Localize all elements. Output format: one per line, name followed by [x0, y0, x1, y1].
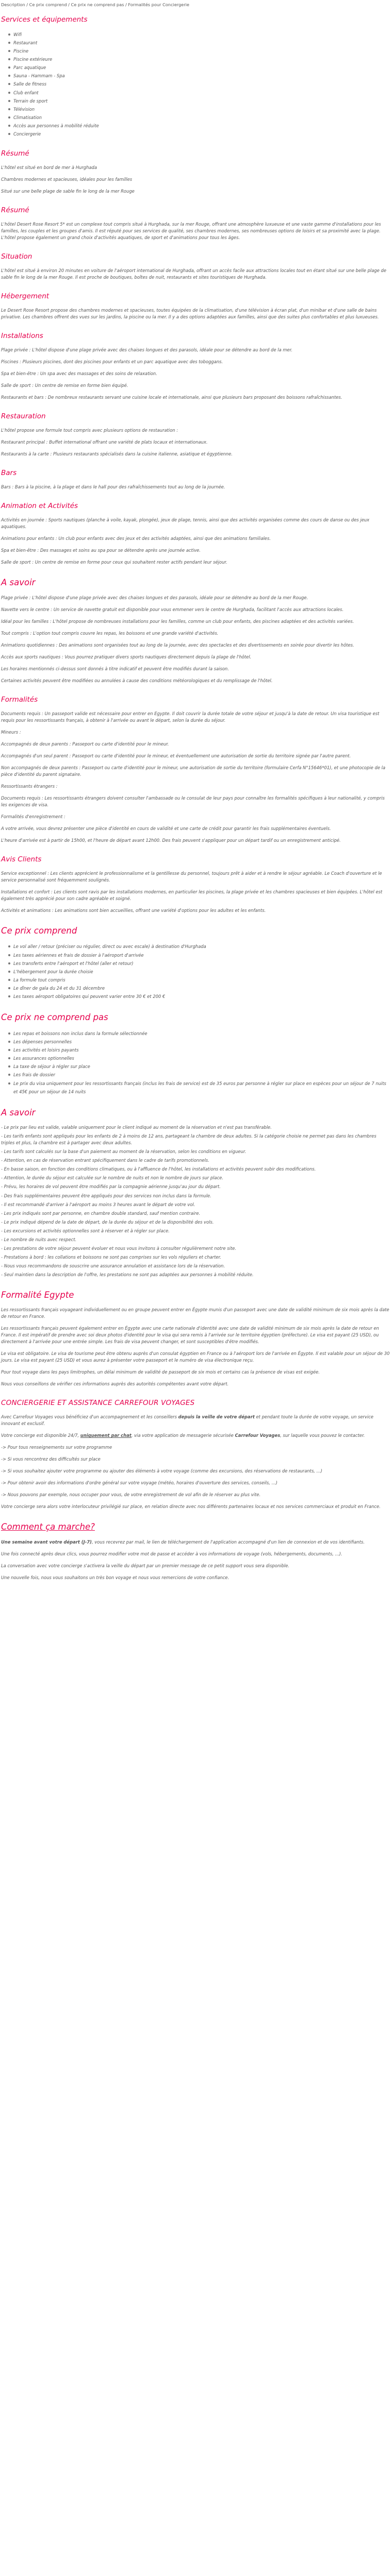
- section-title-summary: Résumé: [1, 149, 29, 158]
- list-item: La formule tout compris: [8, 976, 390, 984]
- paragraph: Formalités d'enregistrement :: [1, 814, 66, 819]
- paragraph: Installations et confort : Les clients sont ravis par les installations modernes, en particulier les piscines, la plage privée et les chambres spacieuses et bien équipées. L'hôtel est également très apprécié pour son cadre agréable et soigné.: [1, 889, 383, 901]
- paragraph: [1, 630, 390, 637]
- paragraph: [1, 618, 390, 625]
- paragraph-text: , sur laquelle vous pouvez le contacter.: [280, 1433, 365, 1438]
- list-item: Terrain de sport: [8, 97, 390, 105]
- section-title-activities: Animation et Activités: [1, 502, 78, 510]
- paragraph: [1, 595, 390, 601]
- paragraph-text: De nombreux restaurants servant une cuisine locale et internationale, ainsi que plusieurs bars proposant des boissons rafraîchissantes.: [46, 395, 343, 400]
- paragraph: Accompagnés de deux parents : Passeport ou carte d'identité pour le mineur.: [1, 741, 169, 747]
- includes-list: [1, 942, 390, 1001]
- list-item: Restaurant: [8, 39, 390, 47]
- paragraph-text: Bars à la piscine, à la plage et dans le hall pour des rafraîchissements tout au long de la journée.: [13, 484, 225, 489]
- list-item: - Les excursions et activités optionnelles sont à réserver et à régler sur place.: [1, 1228, 170, 1233]
- list-item: - Prestations à bord : les collations et boissons ne sont pas comprises sur les vols réguliers et charter.: [1, 1254, 221, 1260]
- section-title-dining: Restauration: [1, 412, 46, 421]
- excludes-list: [1, 1029, 390, 1096]
- list-item: - Attention, le durée du séjour est calculée sur le nombre de nuits et non le nombre de jours sur place.: [1, 1175, 223, 1181]
- list-item: Les taxes aéroport obligatoires qui peuvent varier entre 30 € et 200 €: [8, 992, 390, 1001]
- list-item: Club enfant: [8, 89, 390, 97]
- list-item: - Des frais supplémentaires peuvent être appliqués pour des services non inclus dans la formule.: [1, 1193, 211, 1198]
- paragraph: [1, 370, 390, 377]
- list-item: - Les tarifs enfants sont appliqués pour les enfants de 2 à moins de 12 ans, partageant la chambre de deux adultes. Si la catégorie choisie ne permet pas dans les chambres triples et plus, la chambre est à partager avec deux adultes.: [1, 1133, 377, 1146]
- paragraph: [1, 642, 390, 649]
- list-item: - En basse saison, en fonction des conditions climatiques, ou à l'affluence de l'hôtel, les installations et activités peuvent subir des modifications.: [1, 1166, 316, 1172]
- list-item: - Les tarifs sont calculés sur la base d'un paiement au moment de la réservation, selon les conditions en vigueur.: [1, 1149, 247, 1155]
- paragraph: Le visa est obligatoire. Le visa de tourisme peut être obtenu auprès d'un consulat égyptien en France ou à l'aéroport lors de l'arrivée en Égypte. Il est valable pour un séjour de 30 jours. Le visa est payant (25 USD) et vous aurez à présenter votre passeport et le numéro de visa électronique reçu.: [1, 1351, 390, 1363]
- list-item: Les frais de dossier: [8, 1071, 390, 1079]
- paragraph: [1, 654, 390, 660]
- paragraph-label: Salle de sport :: [1, 559, 34, 565]
- paragraph: [1, 382, 390, 389]
- list-item: Les repas et boissons non inclus dans la formule sélectionnée: [8, 1029, 390, 1038]
- list-item: - Nous vous recommandons de souscrire une assurance annulation et assistance lors de la réservation.: [1, 1263, 225, 1268]
- list-item: Les assurances optionnelles: [8, 1054, 390, 1062]
- list-item: Climatisation: [8, 113, 390, 122]
- paragraph: La conversation avec votre concierge s'activera la veille du départ par un premier message de ce petit support vous sera disponible.: [1, 1563, 289, 1569]
- paragraph-text: L'hôtel dispose d'une plage privée avec des chaises longues et des parasols, idéale pour se détendre au bord de la mer Rouge.: [30, 595, 308, 600]
- list-item: - Il est recommandé d'arriver à l'aéroport au moins 3 heures avant le départ de votre vol.: [1, 1201, 196, 1207]
- paragraph: Votre concierge sera alors votre interlocuteur privilégié sur place, en relation directe avec nos différents partenaires locaux et nos services commerciaux et produit en France.: [1, 1504, 381, 1510]
- paragraph: [1, 559, 390, 566]
- paragraph: L'hôtel est situé en bord de mer à Hurghada: [1, 165, 97, 171]
- paragraph-label: Piscines :: [1, 359, 21, 365]
- paragraph-text: L'option tout compris couvre les repas, les boissons et une grande variété d'activités.: [31, 630, 219, 636]
- section-title-includes: Ce prix comprend: [1, 925, 77, 936]
- paragraph: Certaines activités peuvent être modifiées ou annulées à cause des conditions météorologiques et du remplissage de l'hôtel.: [1, 677, 273, 683]
- paragraph-text: , via votre application de messagerie sécurisée: [131, 1433, 235, 1438]
- paragraph: Ressortissants étrangers :: [1, 783, 58, 789]
- list-item: -> Pour tous renseignements sur votre programme: [1, 1445, 112, 1450]
- paragraph: Le Desert Rose Resort propose des chambres modernes et spacieuses, toutes équipées de la climatisation, d'une télévision à écran plat, d'un minibar et d'une salle de bains privative. Les chambres offrent des vues sur les jardins, la piscine ou la mer. Il y a des options adaptées aux familles, ainsi que des suites plus confortables et plus luxueuses.: [1, 308, 379, 320]
- paragraph: [1, 451, 390, 457]
- paragraph-label: Spa et bien-être :: [1, 547, 39, 553]
- paragraph-label: Accès aux sports nautiques :: [1, 654, 63, 659]
- paragraph: [1, 359, 390, 365]
- section-title-excludes: Ce prix ne comprend pas: [1, 1012, 108, 1023]
- list-item: Wifi: [8, 30, 390, 39]
- section-title-concierge: CONCIERGERIE ET ASSISTANCE CARREFOUR VOYAGES: [1, 1399, 195, 1408]
- breadcrumb-separator: /: [25, 2, 29, 7]
- section-title-facilities: Installations: [1, 332, 43, 341]
- paragraph: [1, 439, 390, 446]
- list-item: La taxe de séjour à régler sur place: [8, 1062, 390, 1071]
- paragraph-emphasis: Carrefour Voyages: [235, 1433, 281, 1438]
- paragraph-label: Bars :: [1, 484, 14, 489]
- paragraph: [1, 547, 390, 554]
- paragraph-text: L'hôtel propose de nombreuses installations pour les familles, comme un club pour enfants, des piscines adaptées et des activités variées.: [51, 618, 354, 624]
- section-title-bars: Bars: [1, 469, 17, 478]
- paragraph-emphasis: Une semaine avant votre départ (J-7): [1, 1539, 92, 1545]
- paragraph-text: Des animations sont organisées tout au long de la journée, avec des spectacles et des divertissements en soirée pour divertir les hôtes.: [57, 642, 354, 648]
- paragraph: Documents requis : Les ressortissants étrangers doivent consulter l'ambassade ou le consulat de leur pays pour connaître les formalités spécifiques à leur nationalité, y compris les exigences de visa.: [1, 795, 385, 807]
- paragraph-text: , vous recevrez par mail, le lien de téléchargement de l'application accompagné d'un lien de connexion et de vos identifiants.: [91, 1539, 365, 1545]
- list-item: -> Pour obtenir avoir des informations d'ordre général sur votre voyage (météo, horaires d'ouverture des services, conseils, ...): [1, 1480, 278, 1486]
- list-item: Le dîner de gala du 24 et du 31 décembre: [8, 984, 390, 992]
- concierge-list: [1, 1444, 390, 1498]
- section-title-services: Services et équipements: [1, 15, 88, 24]
- paragraph: Une nouvelle fois, nous vous souhaitons un très bon voyage et nous vous remercions de votre confiance.: [1, 1575, 230, 1581]
- list-item: - Seul maintien dans la description de l'offre, les prestations ne sont pas adaptées aux personnes à mobilité réduite.: [1, 1272, 254, 1277]
- paragraph: Pour tout voyage dans les pays limitrophes, un délai minimum de validité de passeport de six mois et certains cas la présence de visas est exigée.: [1, 1369, 320, 1375]
- list-item: - Attention, en cas de réservation entrant spécifiquement dans le cadre de tarifs promotionnels.: [1, 1158, 209, 1163]
- paragraph-label: Animations quotidiennes :: [1, 642, 58, 648]
- paragraph: Les ressortissants français voyageant individuellement ou en groupe peuvent entrer en Égypte munis d'un passeport avec une date de validité minimum de six mois après la date de retour en France.: [1, 1307, 389, 1319]
- paragraph: [1, 606, 390, 613]
- paragraph-label: Restaurant principal :: [1, 439, 48, 445]
- services-list: [1, 30, 390, 139]
- paragraph-text: Un club pour enfants avec des jeux et des activités adaptées, ainsi que des animations familiales.: [57, 535, 271, 541]
- list-item: Accès aux personnes à mobilité réduite: [8, 122, 390, 130]
- paragraph: [1, 484, 390, 490]
- section-title-good-to-know: A savoir: [1, 578, 36, 587]
- paragraph-label: Restaurants à la carte :: [1, 451, 52, 457]
- nav-link-excludes[interactable]: Ce prix ne comprend pas: [71, 2, 124, 7]
- paragraph: [1, 517, 390, 530]
- breadcrumb-separator: /: [124, 2, 128, 7]
- paragraph-emphasis: uniquement par chat: [80, 1433, 132, 1438]
- paragraph: Activités et animations : Les animations sont bien accueillies, offrant une variété d'options pour les adultes et les enfants.: [1, 907, 266, 913]
- list-item: -> Si vous rencontrez des difficultés sur place: [1, 1456, 101, 1462]
- paragraph-text: Un centre de remise en forme bien équipé.: [34, 383, 128, 388]
- section-title-accommodation: Hébergement: [1, 292, 50, 301]
- paragraph-text: Un spa avec des massages et des soins de relaxation.: [39, 371, 157, 377]
- paragraph: [1, 1432, 390, 1439]
- paragraph-label: Plage privée :: [1, 595, 31, 600]
- list-item: L'hébergement pour la durée choisie: [8, 968, 390, 976]
- list-item: - Le prix indiqué dépend de la date de départ, de la durée du séjour et de la disponibilité des vols.: [1, 1219, 214, 1225]
- paragraph: L'hôtel propose une formule tout compris avec plusieurs options de restauration :: [1, 428, 178, 433]
- paragraph-label: Navette vers le centre :: [1, 606, 53, 612]
- paragraph-label: Activités en journée :: [1, 517, 47, 522]
- paragraph-text: Des massages et soins au spa pour se détendre après une journée active.: [39, 547, 201, 553]
- section-title-formalities: Formalités: [1, 695, 38, 704]
- list-item: Conciergerie: [8, 130, 390, 138]
- paragraph: Non accompagnés de deux parents : Passeport ou carte d'identité pour le mineur, une autorisation de sortie du territoire (formulaire Cerfa N°15646*01), et une photocopie de la pièce d'identité du parent signataire.: [1, 765, 385, 777]
- paragraph-text: Plusieurs piscines, dont des piscines pour enfants et un parc aquatique avec des toboggans.: [21, 359, 223, 365]
- paragraph: Accompagnés d'un seul parent : Passeport ou carte d'identité pour le mineur, et éventuellement une autorisation de sortie du territoire signée par l'autre parent.: [1, 753, 351, 758]
- list-item: Les taxes aériennes et frais de dossier à l'aéroport d'arrivée: [8, 951, 390, 959]
- paragraph-text: Vous pourrez pratiquer divers sports nautiques directement depuis la plage de l'hôtel.: [63, 654, 252, 659]
- paragraph-emphasis: depuis la veille de votre départ: [178, 1414, 255, 1420]
- list-item: Le vol aller / retour (préciser ou régulier, direct ou avec escale) à destination d'Hurghada: [8, 942, 390, 951]
- paragraph: Une fois connecté après deux clics, vous pourrez modifier votre mot de passe et accéder à vos informations de voyage (vols, hébergements, documents, ...).: [1, 1551, 343, 1556]
- paragraph: Mineurs :: [1, 729, 21, 735]
- paragraph: [1, 347, 390, 353]
- section-title-location: Situation: [1, 252, 32, 261]
- breadcrumb-text: pour: [150, 2, 163, 7]
- list-item: - Le nombre de nuits avec respect.: [1, 1236, 77, 1242]
- list-item: Piscine extérieure: [8, 55, 390, 63]
- paragraph: A votre arrivée, vous devrez présenter une pièce d'identité en cours de validité et une carte de crédit pour garantir les frais supplémentaires éventuels.: [1, 825, 331, 831]
- paragraph: Service exceptionnel : Les clients apprécient le professionnalisme et la gentillesse du personnel, toujours prêt à aider et à rendre le séjour agréable. Le Coach d'ouverture et le service personnalisé sont fréquemment soulignés.: [1, 870, 382, 883]
- section-title-summary-detail: Résumé: [1, 206, 29, 215]
- paragraph: L'hôtel Desert Rose Resort 5* est un complexe tout compris situé à Hurghada, sur la mer Rouge, offrant une atmosphère luxueuse et une vaste gamme d'installations pour les familles, les couples et les groupes d'amis. Il est réputé pour ses services de qualité, ses chambres modernes, ses nombreuses options de loisirs et sa proximité avec la plage. L'hôtel propose également un grand choix d'activités aquatiques, de sport et d'animations pour tous les âges.: [1, 222, 381, 241]
- list-item: Le prix du visa uniquement pour les ressortissants français (inclus les frais de service) est de 35 euros par personne à régler sur place en espèces pour un séjour de 7 nuits et 45€ pour un séjour de 14 nuits: [8, 1079, 390, 1096]
- paragraph-label: Tout compris :: [1, 630, 32, 636]
- paragraph: [1, 394, 390, 401]
- list-item: Sauna - Hammam - Spa: [8, 72, 390, 80]
- list-item: Les dépenses personnelles: [8, 1038, 390, 1046]
- paragraph: Situé sur une belle plage de sable fin le long de la mer Rouge: [1, 189, 135, 194]
- list-item: Piscine: [8, 47, 390, 55]
- paragraph-label: Plage privée :: [1, 347, 31, 353]
- breadcrumb-separator: /: [67, 2, 71, 7]
- nav-link-concierge[interactable]: Conciergerie: [162, 2, 189, 7]
- paragraph-text: L'hôtel dispose d'une plage privée avec des chaises longues et des parasols, idéale pour se détendre au bord de la mer.: [30, 347, 292, 353]
- section-title-how-it-works: Comment ça marche?: [1, 1522, 95, 1532]
- paragraph: [1, 1539, 390, 1546]
- paragraph: L'hôtel est situé à environ 20 minutes en voiture de l'aéroport international de Hurghada, offrant un accès facile aux attractions locales tout en étant situé sur une belle plage de sable fin le long de la mer Rouge. Il est proche de boutiques, boîtes de nuit, restaurants et sites touristiques de Hurghada.: [1, 268, 386, 280]
- paragraph-text: Avec Carrefour Voyages vous bénéficiez d'un accompagnement et les conseillers: [1, 1414, 178, 1420]
- list-item: Salle de fitness: [8, 80, 390, 88]
- nav-link-includes[interactable]: Ce prix comprend: [29, 2, 67, 7]
- list-item: - Les prix indiqués sont par personne, en chambre double standard, sauf mention contraire.: [1, 1210, 201, 1216]
- paragraph-label: Restaurants et bars :: [1, 395, 47, 400]
- paragraph: Chambres modernes et spacieuses, idéales pour les familles: [1, 177, 133, 182]
- paragraph-label: Idéal pour les familles :: [1, 618, 52, 624]
- paragraph: [1, 1414, 390, 1427]
- list-item: -> Nous pouvons par exemple, nous occuper pour vous, de votre enregistrement de vol afin de le réserver au plus vite.: [1, 1492, 261, 1498]
- list-item: - Les prestations de votre séjour peuvent évoluer et nous vous invitons à consulter régulièrement notre site.: [1, 1245, 236, 1251]
- good-to-know-list: [1, 1124, 390, 1278]
- paragraph: L'heure d'arrivée est à partir de 15h00, et l'heure de départ avant 12h00. Des frais peuvent s'appliquer pour un départ tardif ou un enregistrement anticipé.: [1, 837, 341, 843]
- list-item: Télévision: [8, 105, 390, 113]
- section-title-reviews: Avis Clients: [1, 855, 42, 863]
- list-item: Parc aquatique: [8, 63, 390, 72]
- paragraph-label: Salle de sport :: [1, 383, 34, 388]
- paragraph: Nous vous conseillons de vérifier ces informations auprès des autorités compétentes avant votre départ.: [1, 1381, 229, 1387]
- list-item: -> Si vous souhaitez ajouter votre programme ou ajouter des éléments à votre voyage (comme des excursions, des réservations de restaurants, ...): [1, 1468, 322, 1474]
- paragraph: [1, 535, 390, 542]
- paragraph-text: Un centre de remise en forme pour ceux qui souhaitent rester actifs pendant leur séjour.: [34, 559, 227, 565]
- section-title-egypt-formalities: Formalité Egypte: [1, 1290, 74, 1300]
- list-item: - Le prix par lieu est valide, valable uniquement pour le client indiqué au moment de la réservation et n'est pas transférable.: [1, 1125, 272, 1130]
- paragraph: Les horaires mentionnés ci-dessus sont donnés à titre indicatif et peuvent être modifiés durant la saison.: [1, 666, 229, 671]
- paragraph-text: Un service de navette gratuit est disponible pour vous emmener vers le centre de Hurghada, facilitant l'accès aux attractions locales.: [52, 606, 344, 612]
- paragraph-text: Buffet international offrant une variété de plats locaux et internationaux.: [47, 439, 208, 445]
- paragraph: Les ressortissants français peuvent également entrer en Égypte avec une carte nationale d'identité avec une date de validité minimum de six mois après la date de retour en France. Il est impératif de prendre avec soi deux photos d'identité pour le visa qui sera remis à l'arrivée sur le territoire égyptien (préfecture). Le visa est payant (25 USD), ou directement à l'arrivée pour une entrée simple. Les frais de visa peuvent changer, et sont susceptibles d'être modifiés.: [1, 1326, 379, 1345]
- paragraph-text: Sports nautiques (planche à voile, kayak, plongée), jeux de plage, tennis, ainsi que des activités organisées comme des cours de danse ou des jeux aquatiques.: [1, 517, 369, 529]
- breadcrumb: [1, 2, 390, 8]
- paragraph-text: Plusieurs restaurants spécialisés dans la cuisine italienne, asiatique et égyptienne.: [52, 451, 233, 457]
- nav-link-description[interactable]: Description: [1, 2, 25, 7]
- section-title-good-to-know-2: A savoir: [1, 1107, 36, 1117]
- paragraph-label: Spa et bien-être :: [1, 371, 39, 377]
- paragraph: Documents requis : Un passeport valide est nécessaire pour entrer en Egypte. Il doit couvrir la durée totale de votre séjour et jusqu'à la date de retour. Un visa touristique est requis pour les ressortissants français, à obtenir à l'arrivée ou avant le départ, selon la durée du séjour.: [1, 710, 380, 723]
- nav-link-formalities[interactable]: Formalités: [128, 2, 151, 7]
- paragraph-text: et pendant toute la durée de votre voyage, un service innovant et exclusif.: [1, 1414, 373, 1427]
- paragraph-text: Votre concierge est disponible 24/7,: [1, 1433, 80, 1438]
- list-item: Les transferts entre l'aéroport et l'hôtel (aller et retour): [8, 959, 390, 968]
- paragraph-label: Animations pour enfants :: [1, 535, 57, 541]
- list-item: - Prévu, les horaires de vol peuvent être modifiés par la compagnie aérienne jusqu'au jour du départ.: [1, 1184, 221, 1190]
- list-item: Les activités et loisirs payants: [8, 1046, 390, 1054]
